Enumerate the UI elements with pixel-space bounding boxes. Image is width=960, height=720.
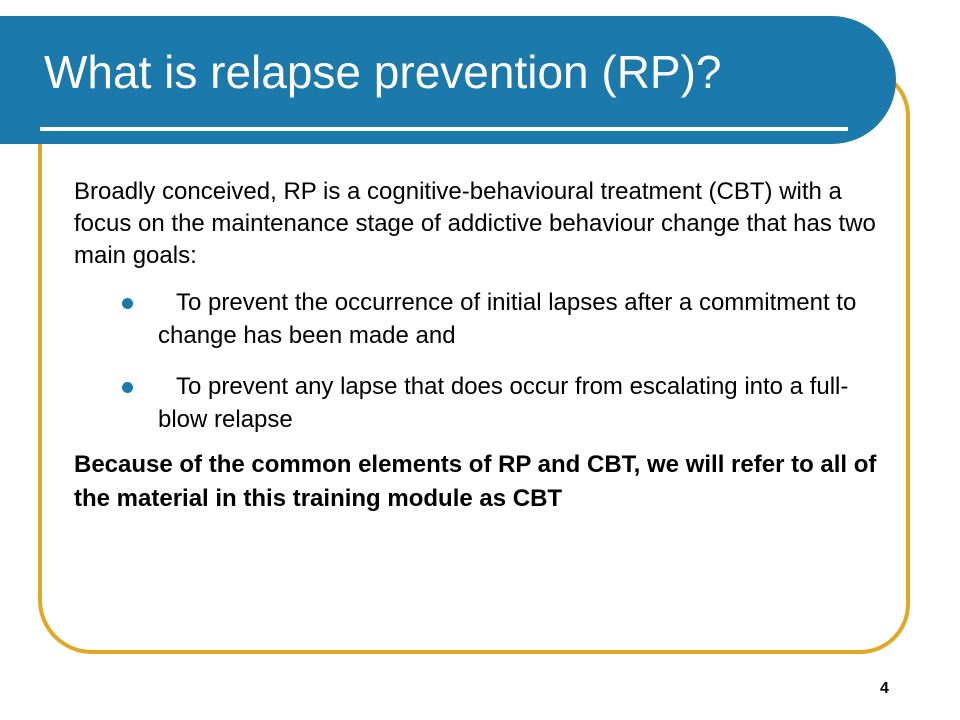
bullet-text: To prevent the occurrence of initial lapses after a commitment to change has been made and: [158, 289, 857, 349]
list-item: [74, 286, 894, 352]
title-underline: [40, 127, 848, 131]
page-number: 4: [880, 680, 889, 697]
intro-paragraph: Broadly conceived, RP is a cognitive-behavioural treatment (CBT) with a focus on the maintenance stage of addictive behaviour change that has two main goals:: [74, 178, 876, 269]
list-item: [74, 370, 894, 436]
bullet-icon: [122, 382, 133, 393]
bullet-text: To prevent any lapse that does occur from escalating into a full-blow relapse: [158, 373, 849, 433]
bullet-icon: [122, 298, 133, 309]
slide-title: What is relapse prevention (RP)?: [44, 46, 722, 98]
goals-list: [74, 286, 894, 436]
slide-body: [74, 176, 894, 516]
conclusion-paragraph: Because of the common elements of RP and CBT, we will refer to all of the material in this training module as CBT: [74, 451, 877, 512]
